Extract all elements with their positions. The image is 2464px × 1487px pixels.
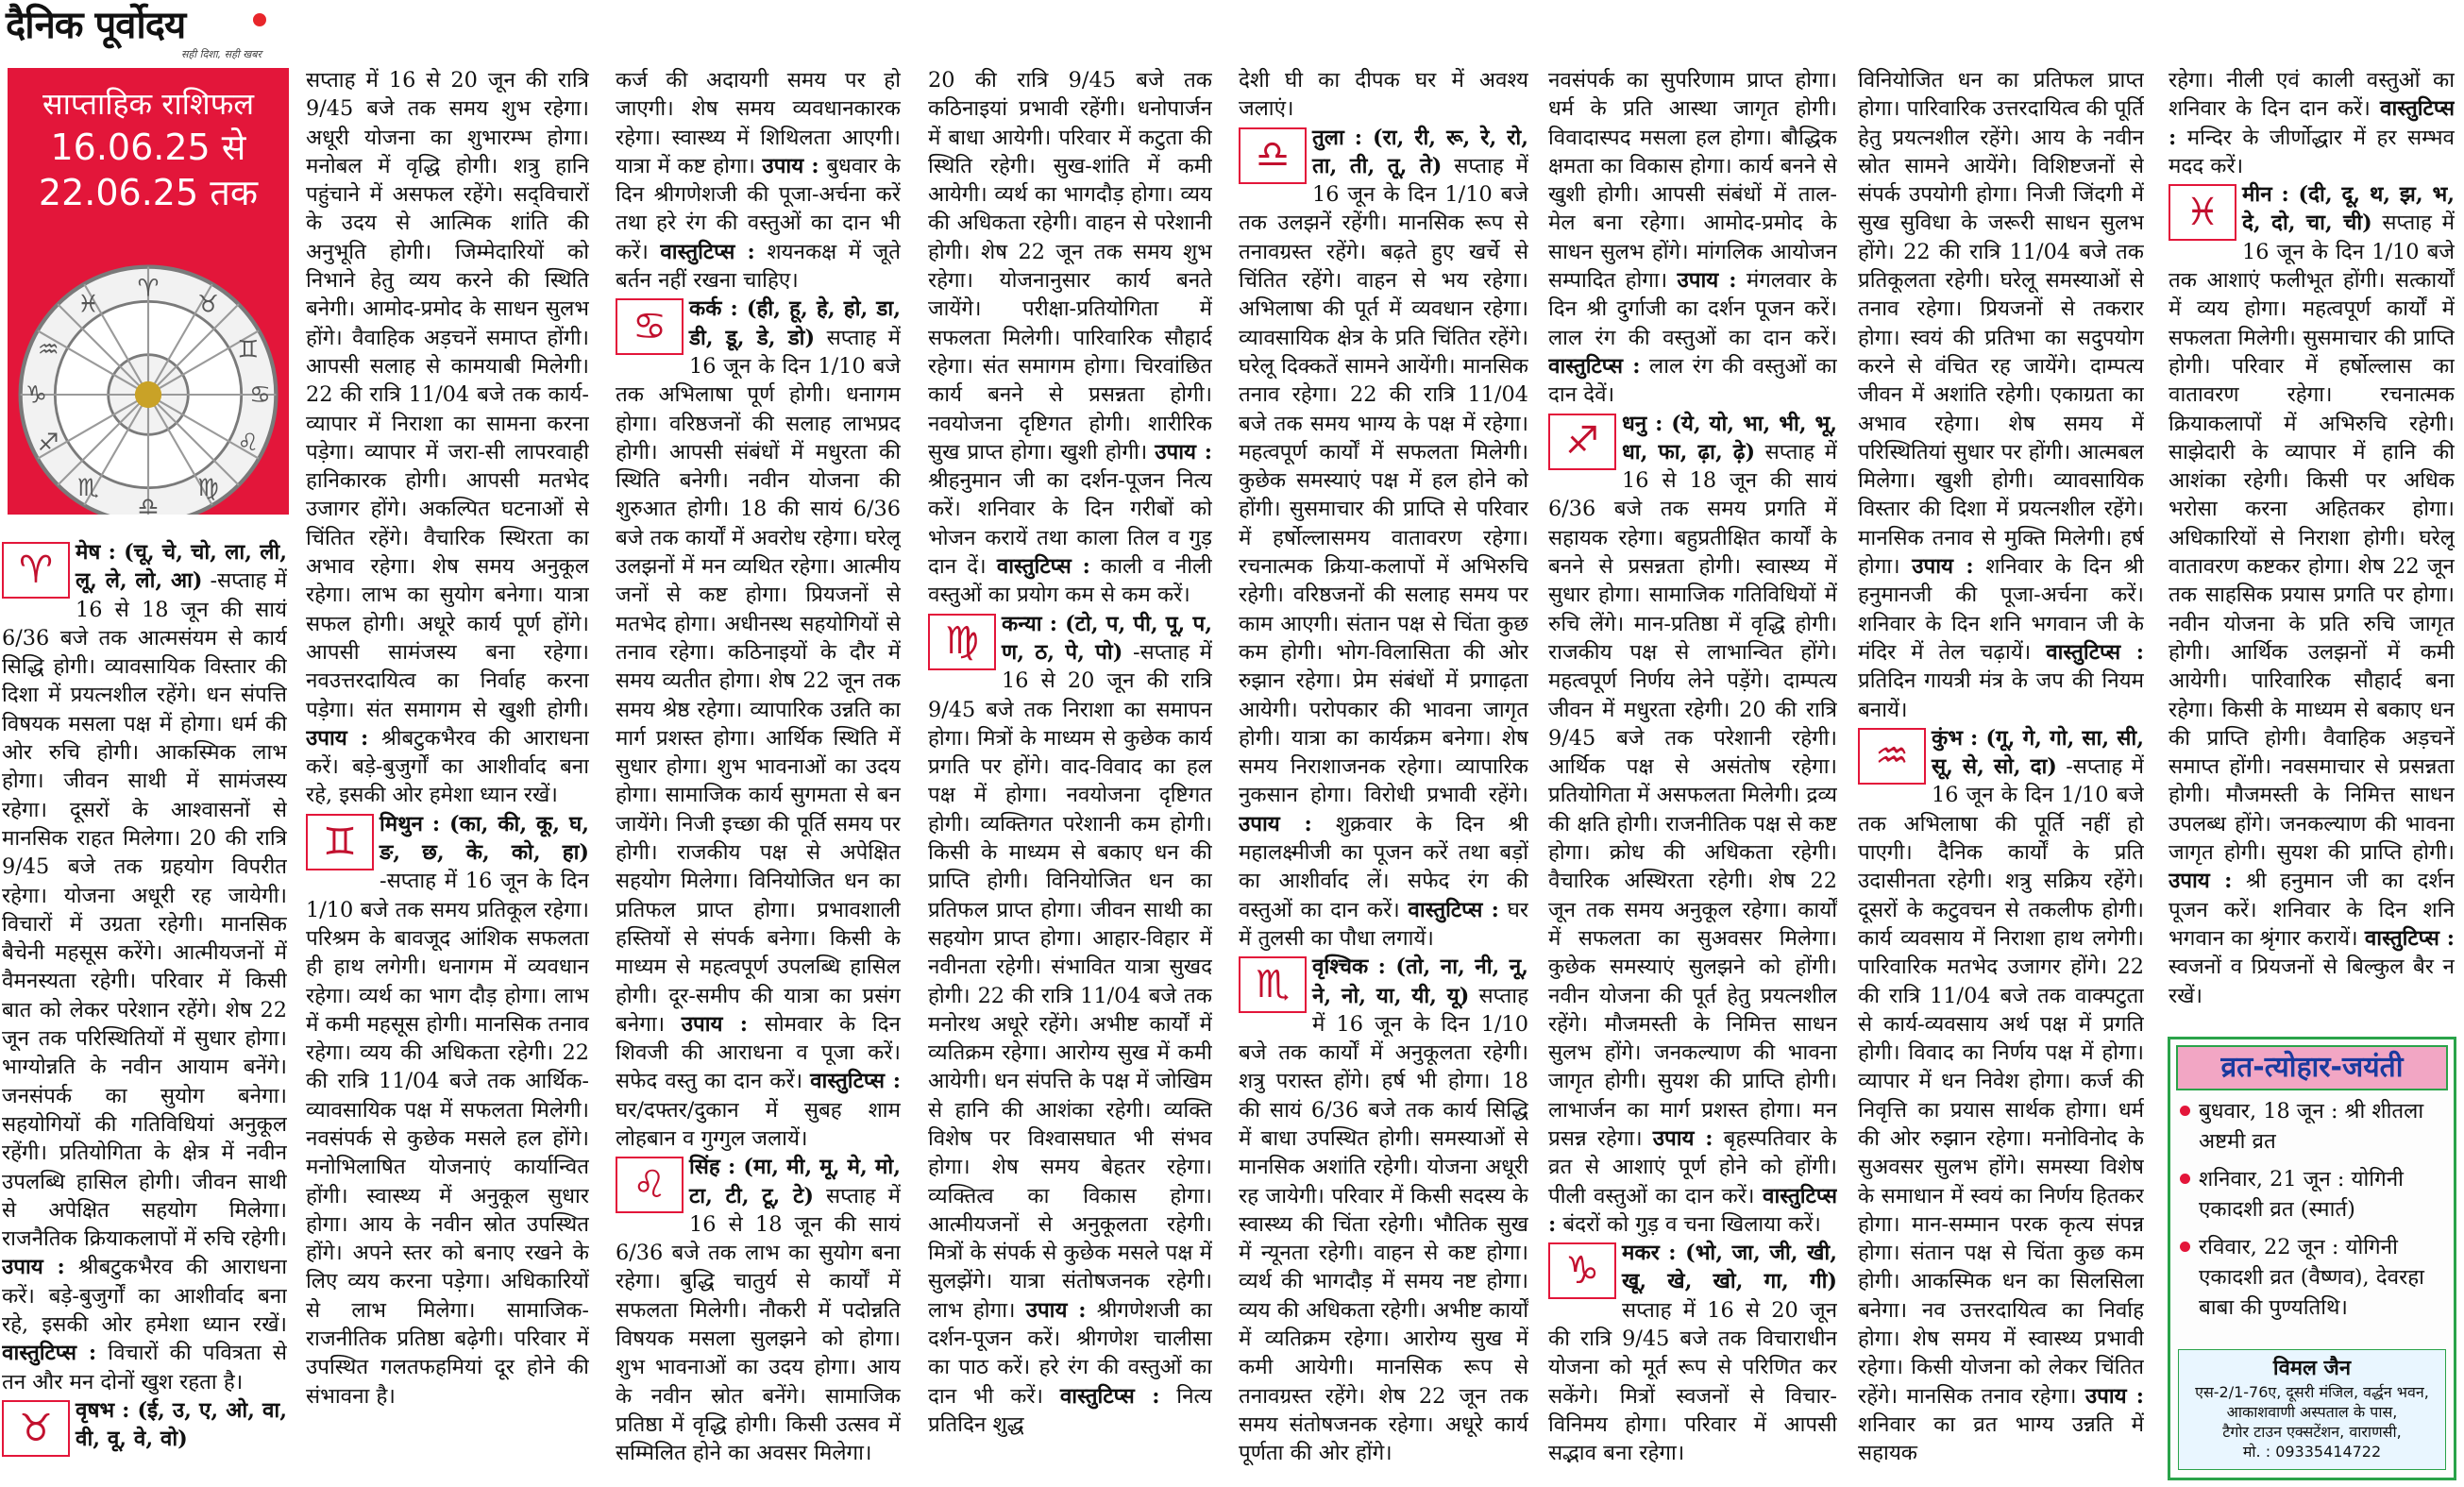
upay-label: उपाय :: [762, 153, 819, 178]
sign-dhanu-text: सप्ताह में 16 से 18 जून की सायं 6/36 बजे तक समय प्रगति में सहायक रहेगा। बहुप्रतीक्षित कार्यों के बनने से प्रसन्नता होगी। स्वास्थ्य में सुधार होगा। सामाजिक गतिविधियों में रुचि लेंगे। मान-प्रतिष्ठा में वृद्धि होगी। राजकीय पक्ष से लाभान्वित होंगे। महत्वपूर्ण निर्णय लेने पड़ेंगे। दाम्पत्य जीवन में मधुरता रहेगी। 20 की रात्रि 9/45 बजे तक परेशानी रहेगी। आर्थिक पक्ष से असंतोष रहेगा। प्रतियोगिता में असफलता मिलेगी। द्रव्य की क्षति होगी। राजनीतिक पक्ष से कष्ट होगा। क्रोध की अधिकता रहेगी। वैचारिक अस्थिरता रहेगी। शेष 22 जून तक समय अनुकूल रहेगा। कार्यों में सफलता का सुअवसर मिलेगा। कुछेक समस्याएं सुलझने को होंगी। नवीन योजना की पूर्त हेतु प्रयत्नशील रहेंगे। मौजमस्ती के निमित्त साधन सुलभ होंगे। जनकल्याण की भावना जागृत होगी। सुयश की प्राप्ति होगी। लाभार्जन का मार्ग प्रशस्त होगा। मन प्रसन्न रहेगा।: [1548, 439, 1837, 1151]
svg-text:♈: ♈: [137, 273, 160, 302]
svg-text:♐: ♐: [37, 428, 59, 457]
sign-singh-vastu: काली व नीली वस्तुओं का प्रयोग कम से कम करें।: [928, 554, 1212, 608]
sign-tula-vastu: घर में तुलसी का पौधा लगायें।: [1239, 897, 1528, 951]
column-7: [1858, 66, 2144, 1482]
sagittarius-icon: ♐: [1548, 414, 1616, 470]
sign-mesh-upay: श्रीबटुकभैरव की आराधना करें। बड़े-बुजुर्गों का आशीर्वाद बना रहे, इसकी ओर हमेशा ध्यान रखें।: [2, 1255, 287, 1338]
vastu-label: वास्तुटिप्स :: [1408, 897, 1499, 922]
vastu-label: वास्तुटिप्स :: [1548, 1183, 1837, 1237]
column-9-text: [2169, 66, 2455, 180]
vastu-label: वास्तुटिप्स :: [1059, 1383, 1160, 1409]
sign-mithun-upay: बुधवार के दिन श्रीगणेशजी की पूजा-अर्चना करें तथा हरे रंग की वस्तुओं का दान भी करें।: [616, 153, 901, 264]
sign-kanya-vastu: नित्य प्रतिदिन शुद्ध: [928, 1383, 1212, 1437]
column-9: [2169, 66, 2455, 1029]
hero-date-to: 22.06.25 तक: [38, 172, 259, 213]
vastu-label: वास्तुटिप्स :: [2046, 639, 2144, 665]
sign-kanya-name: कन्या : (टो, प, पी, पू, प, ण, ठ, पे, पो): [1002, 611, 1212, 665]
sign-makar-vastu: प्रतिदिन गायत्री मंत्र के जप की नियम बनायें।: [1858, 668, 2144, 722]
rashifal-hero: [8, 68, 289, 520]
vastu-label: वास्तुटिप्स :: [2364, 925, 2455, 951]
upay-label: उपाय :: [1677, 268, 1737, 294]
column-4-text: [928, 66, 1212, 610]
sign-vrishabh-upay: श्रीबटुकभैरव की आराधना करें। बड़े-बुजुर्गों का आशीर्वाद बना रहे, इसकी ओर हमेशा ध्यान रखें।: [306, 725, 589, 808]
column-5: [1239, 66, 1528, 1482]
hero-title: साप्ताहिक राशिफल: [42, 86, 255, 122]
svg-text:♓: ♓: [77, 289, 99, 318]
gemini-icon: ♊: [306, 814, 374, 870]
upay-label: उपाय :: [2084, 1383, 2144, 1409]
sign-kumbh-name: कुंभ : (गू, गे, गो, सा, सी, सू, से, सो, दा): [1932, 725, 2144, 780]
vrat-item: शनिवार, 21 जून : योगिनी एकादशी व्रत (स्मार्त): [2178, 1164, 2446, 1225]
upay-label: उपाय :: [1025, 1297, 1087, 1323]
sign-vrishabh-text: सप्ताह में 16 से 20 जून की रात्रि 9/45 बजे तक समय शुभ रहेगा। अधूरी योजना का शुभारम्भ होगा। मनोबल में वृद्धि होगी। शत्रु हानि पहुंचाने में असफल रहेंगे। सद्‌विचारों के उदय से आत्मिक शांति की अनुभूति होगी। जिम्मेदारियों को निभाने हेतु व्यय करने की स्थिति बनेगी। आमोद-प्रमोद के साधन सुलभ होंगे। वैवाहिक अड़चनें समाप्त होंगी। आपसी सलाह से कामयाबी मिलेगी। 22 की रात्रि 11/04 बजे तक कार्य-व्यापार में निराशा का सामना करना पड़ेगा। व्यापार में जरा-सी लापरवाही हानिकारक होगी। आपसी मतभेद उजागर होंगे। अकल्पित घटनाओं से चिंतित रहेंगे। वैचारिक स्थिरता का अभाव रहेगा। शेष समय अनुकूल रहेगा। लाभ का सुयोग बनेगा। यात्रा सफल होगी। अधूरे कार्य पूर्ण होंगे। आपसी सामंजस्य बना रहेगा। नवउत्तरदायित्व का निर्वाह करना पड़ेगा। संत समागम से खुशी होगी।: [306, 68, 589, 722]
newspaper-tagline: सही दिशा, सही खबर: [181, 48, 262, 60]
sign-kark-name: कर्क : (ही, हू, हे, हो, डा, डी, डू, डे, डो): [689, 296, 901, 350]
sign-vrishchik-vastu: लाल रंग की वस्तुओं का दान देवें।: [1548, 353, 1837, 408]
svg-text:♍: ♍: [197, 473, 219, 502]
svg-text:♋: ♋: [249, 380, 271, 409]
column-7-text: [1858, 66, 2144, 724]
author-name: विमल जैन: [2272, 1357, 2352, 1380]
author-phone: मो. : 09335414722: [2242, 1443, 2382, 1461]
sign-kark-text: सप्ताह में 16 जून के दिन 1/10 बजे तक अभिलाषा पूर्ण होगी। धनागम होगा। वरिष्ठजनों की सलाह लाभप्रद होगी। आपसी संबंधों में मधुरता की स्थिति बनेगी। नवीन योजना की शुरुआत होगी। 18 की सायं 6/36 बजे तक कार्यों में अवरोध रहेगा। घरेलू उलझनों में मन व्यथित रहेगा। आत्मीय जनों से कष्ट होगा। प्रियजनों से मतभेद होगा। अधीनस्थ सहयोगियों से तनाव रहेगा। कठिनाइयों के दौर में समय व्यतीत होगा। शेष 22 जून तक समय श्रेष्ठ रहेगा। व्यापारिक उन्नति का मार्ग प्रशस्त होगा। आर्थिक स्थिति में सुधार होगा। शुभ भावनाओं का उदय होगा। सामाजिक कार्य सुगमता से बन जायेंगे। निजी इच्छा की पूर्ति समय पर होगी। राजकीय पक्ष से अपेक्षित सहयोग मिलेगा। विनियोजित धन का प्रतिफल प्राप्त होगा। प्रभावशाली हस्तियों से संपर्क बनेगा। किसी के माध्यम से महत्वपूर्ण उपलब्धि हासिल होगी। दूर-समीप की यात्रा का प्रसंग बनेगा।: [616, 325, 901, 1037]
upay-label: उपाय :: [681, 1011, 749, 1037]
vrat-list: [2178, 1096, 2446, 1323]
svg-text:♌: ♌: [237, 428, 260, 457]
logo-dot-icon: [253, 13, 266, 26]
sign-makar-upay: शनिवार के दिन श्री हनुमानजी की पूजा-अर्चना करें। शनिवार के दिन शनि भगवान जी के मंदिर में तेल चढ़ायें।: [1858, 554, 2144, 665]
sign-kanya-text: -सप्ताह में 16 से 20 जून की रात्रि 9/45 बजे तक निराशा का समापन होगा। मित्रों के माध्यम से कुछेक कार्य प्रगति पर होंगे। वाद-विवाद का हल पक्ष में होगा। नवयोजना दृष्टिगत होगी। व्यक्तिगत परेशानी कम होगी। किसी के माध्यम से बकाए धन की प्राप्ति होगी। विनियोजित धन का प्रतिफल प्राप्त होगा। जीवन साथी का सहयोग प्राप्त होगा। आहार-विहार में नवीनता रहेगी। संभावित यात्रा सुखद होगी। 22 की रात्रि 11/04 बजे तक मनोरथ अधूरे रहेंगे। अभीष्ट कार्यों में व्यतिक्रम रहेगा। आरोग्य सुख में कमी आयेगी। धन संपत्ति के पक्ष में जोखिम से हानि की आशंका रहेगी। व्यक्ति विशेष पर विश्वासघात भी संभव होगा। शेष समय बेहतर रहेगा। व्यक्तित्व का विकास होगा। आत्मीयजनों से अनुकूलता रहेगी। मित्रों के संपर्क से कुछेक मसले पक्ष में सुलझेंगे। यात्रा संतोषजनक रहेगी। लाभ होगा।: [928, 639, 1212, 1323]
upay-label: उपाय :: [2, 1255, 65, 1280]
sign-mithun-text: -सप्ताह में 16 जून के दिन 1/10 बजे तक समय प्रतिकूल रहेगा। परिश्रम के बावजूद आंशिक सफलता ही हाथ लगेगी। धनागम में व्यवधान रहेगा। व्यर्थ का भाग दौड़ होगा। लाभ में कमी महसूस होगी। मानसिक तनाव रहेगा। व्यय की अधिकता रहेगी। 22 की रात्रि 11/04 बजे तक आर्थिक-व्यावसायिक पक्ष में सफलता मिलेगी। नवसंपर्क से कुछेक मसले हल होंगे। मनोभिलाषित योजनाएं कार्यान्वित होंगी। स्वास्थ्य में अनुकूल सुधार होगा। आय के नवीन स्रोत उपस्थित होंगे। अपने स्तर को बनाए रखने के लिए व्यय करना पड़ेगा। अधिकारियों से लाभ मिलेगा। सामाजिक-राजनीतिक प्रतिष्ठा बढ़ेगी। परिवार में उपस्थित गलतफहमियां दूर होने की संभावना है।: [306, 869, 589, 1409]
sign-vrishabh-name: वृषभ : (ई, उ, ए, ओ, वा, वी, वू, वे, वो): [76, 1397, 287, 1452]
svg-text:♉: ♉: [197, 289, 219, 318]
upay-label: उपाय :: [1652, 1125, 1713, 1151]
sign-singh: [616, 1153, 901, 1467]
column-5-text: देशी घी का दीपक घर में अवश्य जलाएं।: [1239, 68, 1528, 122]
vastu-label: वास्तुटिप्स :: [1548, 353, 1641, 379]
svg-text:♒: ♒: [37, 334, 59, 363]
sign-singh-text: सप्ताह में 16 से 18 जून की सायं 6/36 बजे तक लाभ का सुयोग बना रहेगा। बुद्धि चातुर्य से कार्यों में सफलता मिलेगी। नौकरी में पदोन्नति विषयक मसला सुलझने को होगा। शुभ भावनाओं का उदय होगा। आय के नवीन स्रोत बनेंगे। सामाजिक प्रतिष्ठा में वृद्धि होगी। किसी उत्सव में सम्मिलित होने का अवसर मिलेगा।: [616, 1183, 901, 1466]
upay-label: उपाय :: [1912, 554, 1974, 580]
hero-date-from: 16.06.25 से: [50, 127, 246, 168]
sign-mesh-name: मेष : (चू, चे, चो, ला, ली, लू, ले, लो, आ): [76, 540, 287, 594]
upay-label: उपाय :: [1155, 439, 1212, 465]
sign-mithun-vastu: शयनकक्ष में जूते बर्तन नहीं रखना चाहिए।: [616, 239, 901, 294]
sign-dhanu: [1548, 410, 1837, 1240]
sign-dhanu-name: धनु : (ये, यो, भा, भी, भू, धा, फा, ढ़ा, ढ़े): [1622, 411, 1837, 465]
vastu-label: वास्तुटिप्स :: [2169, 96, 2455, 150]
sign-meen-vastu: स्वजनों व प्रियजनों से बिल्कुल बैर न रखें।: [2169, 955, 2455, 1008]
sign-meen: [2169, 180, 2455, 1010]
sign-mesh-text: -सप्ताह में 16 से 18 जून की सायं 6/36 बजे तक आत्मसंयम से कार्य सिद्धि होगी। व्यावसायिक विस्तार की दिशा में प्रयत्नशील रहेंगे। धन संपत्ति विषयक मसला पक्ष में होगा। धर्म की ओर रुचि होगी। आकस्मिक लाभ होगा। जीवन साथी में सामंजस्य रहेगा। दूसरों के आश्वासनों से मानसिक राहत मिलेगा। 20 की रात्रि 9/45 बजे तक ग्रहयोग विपरीत रहेगा। योजना अधूरी रह जायेगी। विचारों में उग्रता रहेगी। मानसिक बैचेनी महसूस करेंगे। आत्मीयजनों में वैमनस्यता रहेगी। परिवार में किसी बात को लेकर परेशान रहेंगे। शेष 22 जून तक परिस्थितियों में सुधार होगा। भाग्योन्नति के नवीन आयाम बनेंगे। जनसंपर्क का सुयोग बनेगा। सहयोगियों की गतिविधियां अनुकूल रहेंगी। प्रतियोगिता के क्षेत्र में नवीन उपलब्धि हासिल होगी। जीवन साथी से अपेक्षित सहयोग मिलेगा। राजनैतिक क्रियाकलापों में रुचि रहेगी।: [2, 568, 287, 1252]
upay-label: उपाय :: [1239, 811, 1312, 836]
leo-icon: ♌: [616, 1157, 684, 1213]
sign-tula-text: सप्ताह में 16 जून के दिन 1/10 बजे तक उलझनें रहेंगी। मानसिक रूप से तनावग्रस्त रहेंगे। बढ़ते हुए खर्चे से चिंतित रहेंगे। वाहन से भय रहेगा। अभिलाषा की पूर्त में व्यवधान रहेगा। व्यावसायिक क्षेत्र के प्रति चिंतित रहेंगे। घरेलू दिक्कतें सामने आयेंगी। मानसिक तनाव रहेगा। 22 की रात्रि 11/04 बजे तक समय भाग्य के पक्ष में रहेगा। महत्वपूर्ण कार्यों में सफलता मिलेगी। कुछेक समस्याएं पक्ष में हल होने को होंगी। सुसमाचार की प्राप्ति से परिवार में हर्षोल्लासमय वातावरण रहेगा। रचनात्मक क्रिया-कलापों में अभिरुचि रहेगी। वरिष्ठजनों की सलाह समय पर काम आएगी। संतान पक्ष से चिंता कुछ कम होगी। भोग-विलासिता की ओर रुझान रहेगा। प्रेम संबंधों में प्रगाढ़ता आयेगी। परोपकार की भावना जागृत होगी। यात्रा का कार्यक्रम बनेगा। शेष समय निराशाजनक रहेगा। व्यापारिक नुकसान होगा। विरोधी प्रभावी रहेंगे।: [1239, 153, 1528, 808]
virgo-icon: ♍: [928, 614, 996, 670]
masthead: [6, 4, 308, 62]
sign-mesh-vastu: विचारों की पवित्रता से तन और मन दोनों खुश रहता है।: [2, 1341, 287, 1394]
sign-kark-upay: सोमवार के दिन शिवजी की आराधना व पूजा करें। सफेद वस्तु का दान करें।: [616, 1011, 901, 1094]
sign-tula: [1239, 124, 1528, 954]
sign-singh-name: सिंह : (मा, मी, मू, मे, मो, टा, टी, टू, टे): [689, 1155, 901, 1208]
sign-meen-text: सप्ताह में 16 जून के दिन 1/10 बजे तक आशाएं फलीभूत होंगी। सत्कार्यों में व्यय होगा। महत्वपूर्ण कार्यों में सफलता मिलेगी। सुसमाचार की प्राप्ति होगी। परिवार में हर्षोल्लास का वातावरण रहेगा। रचनात्मक क्रियाकलापों में अभिरुचि रहेगी। साझेदारी के व्यापार में हानि की आशंका रहेगी। किसी पर अधिक भरोसा करना अहितकर होगा। अधिकारियों से निराशा होगी। घरेलू वातावरण कष्टकर होगा। शेष 22 जून तक साहसिक प्रयास प्रगति पर होगा। नवीन योजना के प्रति रुचि जागृत होगी। आर्थिक उलझनों में कमी आयेगी। पारिवारिक सौहार्द बना रहेगा। किसी के माध्यम से बकाए धन की प्राप्ति होगी। वैवाहिक अड़चनें समाप्त होंगी। नवसमाचार से प्रसन्नता होगी। मौजमस्ती के निमित्त साधन उपलब्ध होंगे। जनकल्याण की भावना जागृत होगी। सुयश की प्राप्ति होगी।: [2169, 211, 2455, 866]
newspaper-name: दैनिक पूर्वोदय: [6, 4, 186, 47]
column-6: [1548, 66, 1837, 1482]
sign-vrishchik: [1239, 953, 1528, 1467]
vrat-item: बुधवार, 18 जून : श्री शीतला अष्टमी व्रत: [2178, 1096, 2446, 1157]
author-box: [2178, 1349, 2446, 1470]
vastu-label: वास्तुटिप्स :: [996, 554, 1090, 580]
sign-mithun-name: मिथुन : (का, की, कू, घ, ङ, छ, के, को, हा): [380, 811, 589, 866]
column-2-text: [306, 66, 589, 810]
zodiac-wheel-icon: [15, 262, 281, 520]
column-1: [2, 538, 287, 1482]
vastu-label: वास्तुटिप्स :: [810, 1069, 901, 1094]
libra-icon: ♎: [1239, 127, 1307, 184]
author-address-2: टैगोर टाउन एक्सटेंशन, वाराणसी,: [2222, 1423, 2402, 1441]
sign-meen-upay: श्री हनुमान जी का दर्शन पूजन करें। शनिवार के दिन शनि भगवान का श्रृंगार करायें।: [2169, 869, 2455, 951]
sign-mithun-cont: कर्ज की अदायगी समय पर हो जाएगी। शेष समय व्यवधानकारक रहेगा। स्वास्थ्य में शिथिलता आएगी। यात्रा में कष्ट होगा।: [616, 68, 901, 178]
scorpio-icon: ♏: [1239, 956, 1307, 1013]
vrat-tyohar-box: [2168, 1037, 2456, 1480]
pisces-icon: ♓: [2169, 184, 2236, 241]
sign-vrishchik-text: सप्ताह में 16 जून के दिन 1/10 बजे तक कार्यों में अनुकूलता रहेगी। शत्रु परास्त होंगे। हर्ष भी होगा। 18 की सायं 6/36 बजे तक कार्य सिद्धि में बाधा उपस्थित होगी। समस्याओं से मानसिक अशांति रहेगी। योजना अधूरी रह जायेगी। परिवार में किसी सदस्य के स्वास्थ्य की चिंता रहेगी। भौतिक सुख में न्यूनता रहेगी। वाहन से कष्ट होगा। व्यर्थ की भागदौड़ में समय नष्ट होगा। व्यय की अधिकता रहेगी। अभीष्ट कार्यों में व्यतिक्रम रहेगा। आरोग्य सुख में कमी आयेगी। मानसिक रूप से तनावग्रस्त रहेंगे। शेष 22 जून तक समय संतोषजनक रहेगा। अधूरे कार्य पूर्णता की ओर होंगे।: [1239, 983, 1528, 1466]
sign-makar: [1548, 1239, 1837, 1467]
vrat-title: व्रत-त्योहार-जयंती: [2176, 1045, 2448, 1090]
capricorn-icon: ♑: [1548, 1242, 1616, 1299]
column-4: [928, 66, 1212, 1482]
vrat-item: रविवार, 22 जून : योगिनी एकादशी व्रत (वैष्णव), देवरहा बाबा की पुण्यतिथि।: [2178, 1232, 2446, 1323]
sign-makar-text: सप्ताह में 16 से 20 जून की रात्रि 9/45 बजे तक विचाराधीन योजना को मूर्त रूप से परिणित कर सकेंगे। मित्रों स्वजनों से विचार-विनिमय होगा। परिवार में आपसी सद्भाव बना रहेगा।: [1548, 1297, 1837, 1466]
sign-meen-name: मीन : (दी, दू, थ, झ, भ, दे, दो, चा, ची): [2242, 182, 2455, 236]
sign-kumbh-vastu: मन्दिर के जीर्णोद्धार में हर सम्भव मदद करें।: [2169, 125, 2455, 178]
svg-text:♑: ♑: [25, 380, 47, 409]
sign-kumbh-text: -सप्ताह में 16 जून के दिन 1/10 बजे तक अभिलाषा की पूर्ति नहीं हो पाएगी। दैनिक कार्यों के प्रति उदासीनता रहेगी। शत्रु सक्रिय रहेंगे। दूसरों के कटुवचन से तकलीफ होगी। कार्य व्यवसाय में निराशा हाथ लगेगी। पारिवारिक मतभेद उजागर होंगे। 22 की रात्रि 11/04 बजे तक: [1858, 754, 2144, 1008]
column-6-text: [1548, 66, 1837, 410]
cancer-icon: ♋: [616, 298, 684, 355]
vastu-label: वास्तुटिप्स :: [660, 239, 755, 264]
sign-kumbh: [1858, 724, 2144, 1468]
column-3-text: [616, 66, 901, 295]
sign-kark: [616, 295, 901, 1153]
svg-text:♎: ♎: [137, 491, 160, 520]
column-3: [616, 66, 901, 1482]
sign-singh-upay: श्रीहनुमान जी का दर्शन-पूजन नित्य करें। शनिवार के दिन गरीबों को भोजन करायें तथा काला तिल व गुड़ दान दें।: [928, 468, 1212, 580]
sign-kumbh-upay: शनिवार का व्रत भाग्य उन्नति में सहायक: [1858, 1411, 2144, 1466]
sign-kark-vastu: घर/दफ्तर/दुकान में सुबह शाम लोहबान व गुग्गुल जलायें।: [616, 1097, 901, 1151]
sign-vrishabh: [2, 1396, 287, 1459]
sign-kanya-upay: श्रीगणेशजी का दर्शन-पूजन करें। श्रीगणेश चालीसा का पाठ करें। हरे रंग की वस्तुओं का दान भी करें।: [928, 1297, 1212, 1409]
upay-label: उपाय :: [306, 725, 369, 751]
sign-kanya: [928, 610, 1212, 1440]
sign-vrishchik-upay: मंगलवार के दिन श्री दुर्गाजी का दर्शन पूजन करें। लाल रंग की वस्तुओं का दान करें।: [1548, 268, 1837, 350]
sign-tula-upay: शुक्रवार के दिन श्री महालक्ष्मीजी का पूजन करें तथा बड़ों का आशीर्वाद लें। सफेद रंग की वस्तुओं का दान करें।: [1239, 811, 1528, 922]
column-2: [306, 66, 589, 1482]
sign-dhanu-upay: बृहस्पतिवार के व्रत से आशाएं पूर्ण होने को होंगी। पीली वस्तुओं का दान करें।: [1548, 1125, 1837, 1208]
sign-kumbh-cont: वाक्पटुता से कार्य-व्यवसाय अर्थ पक्ष में प्रगति होगी। विवाद का निर्णय पक्ष में होगा। व्यापार में धन निवेश होगा। कर्ज की निवृत्ति का प्रयास सार्थक होगा। धर्म की ओर रुझान रहेगा। मनोविनोद के सुअवसर सुलभ होंगे। समस्या विशेष के समाधान में स्वयं का निर्णय हितकर होगा। मान-सम्मान परक कृत्य संपन्न होगा। संतान पक्ष से चिंता कुछ कम होगी। आकस्मिक धन का सिलसिला बनेगा। नव उत्तरदायित्व का निर्वाह होगा। शेष समय में स्वास्थ्य प्रभावी रहेगा। किसी योजना को लेकर चिंतित रहेंगे। मानसिक तनाव रहेगा।: [1858, 983, 2144, 1409]
sign-kumbh-cont2: रहेगा। नीली एवं काली वस्तुओं का शनिवार के दिन दान करें।: [2169, 68, 2455, 122]
sign-makar-cont: विनियोजित धन का प्रतिफल प्राप्त होगा। पारिवारिक उत्तरदायित्व की पूर्ति हेतु प्रयत्नशील रहेंगे। आय के नवीन स्रोत सामने आयेंगे। विशिष्टजनों से संपर्क उपयोगी होगा। निजी जिंदगी में सुख सुविधा के जरूरी साधन सुलभ होंगे। 22 की रात्रि 11/04 बजे तक प्रतिकूलता रहेगी। घरेलू समस्याओं से तनाव रहेगा। प्रियजनों से तकरार होगा। स्वयं की प्रतिभा का सदुपयोग करने से वंचित रह जायेंगे। दाम्पत्य जीवन में अशांति रहेगी। एकाग्रता का अभाव रहेगा। शेष समय में परिस्थितियां सुधार पर होंगी। आत्मबल मिलेगा। खुशी होगी। व्यावसायिक विस्तार की दिशा में प्रयत्नशील रहेंगे। मानसिक तनाव से मुक्ति मिलेगी। हर्ष होगा।: [1858, 68, 2144, 580]
svg-text:♊: ♊: [237, 334, 260, 363]
aquarius-icon: ♒: [1858, 728, 1926, 785]
sign-makar-name: मकर : (भो, जा, जी, खी, खू, खे, खो, गा, गी): [1622, 1241, 1837, 1294]
sign-dhanu-vastu: बंदरों को गुड़ व चना खिलाया करें।: [1562, 1211, 1821, 1237]
sign-singh-cont: 20 की रात्रि 9/45 बजे तक कठिनाइयां प्रभावी रहेंगी। धनोपार्जन में बाधा आयेगी। परिवार में कटुता की स्थिति रहेगी। सुख-शांति में कमी आयेगी। व्यर्थ का भागदौड़ होगा। व्यय की अधिकता रहेगी। वाहन से परेशानी होगी। शेष 22 जून तक समय शुभ रहेगा। योजनानुसार कार्य बनते जायेंगे। परीक्षा-प्रतियोगिता में सफलता मिलेगी। पारिवारिक सौहार्द रहेगा। संत समागम होगा। चिरवांछित कार्य बनने से प्रसन्नता होगी। नवयोजना दृष्टिगत होगी। शारीरिक सुख प्राप्त होगा। खुशी होगी।: [928, 68, 1212, 465]
upay-label: उपाय :: [2169, 869, 2233, 894]
svg-text:♏: ♏: [77, 473, 99, 502]
sign-mesh: [2, 538, 287, 1396]
taurus-icon: ♉: [2, 1400, 70, 1457]
sign-tula-name: तुला : (रा, री, रू, रे, रो, ता, ती, तू, ते): [1312, 125, 1528, 178]
author-address-1: एस-2/1-76ए, दूसरी मंजिल, वर्द्धन भवन, आकाशवाणी अस्पताल के पास,: [2195, 1383, 2429, 1421]
vastu-label: वास्तुटिप्स :: [2, 1341, 97, 1366]
sign-vrishchik-cont: नवसंपर्क का सुपरिणाम प्राप्त होगा। धर्म के प्रति आस्था जागृत होगी। विवादास्पद मसला हल होगा। बौद्धिक क्षमता का विकास होगा। कार्य बनने से खुशी होगी। आपसी संबंधों में ताल-मेल बना रहेगा। आमोद-प्रमोद के साधन सुलभ होंगे। मांगलिक आयोजन सम्पादित होगा।: [1548, 68, 1837, 294]
sign-vrishchik-name: वृश्चिक : (तो, ना, नी, नू, ने, नो, या, यी, यू): [1312, 955, 1528, 1008]
sign-mithun: [306, 810, 589, 1411]
aries-icon: ♈: [2, 542, 70, 599]
